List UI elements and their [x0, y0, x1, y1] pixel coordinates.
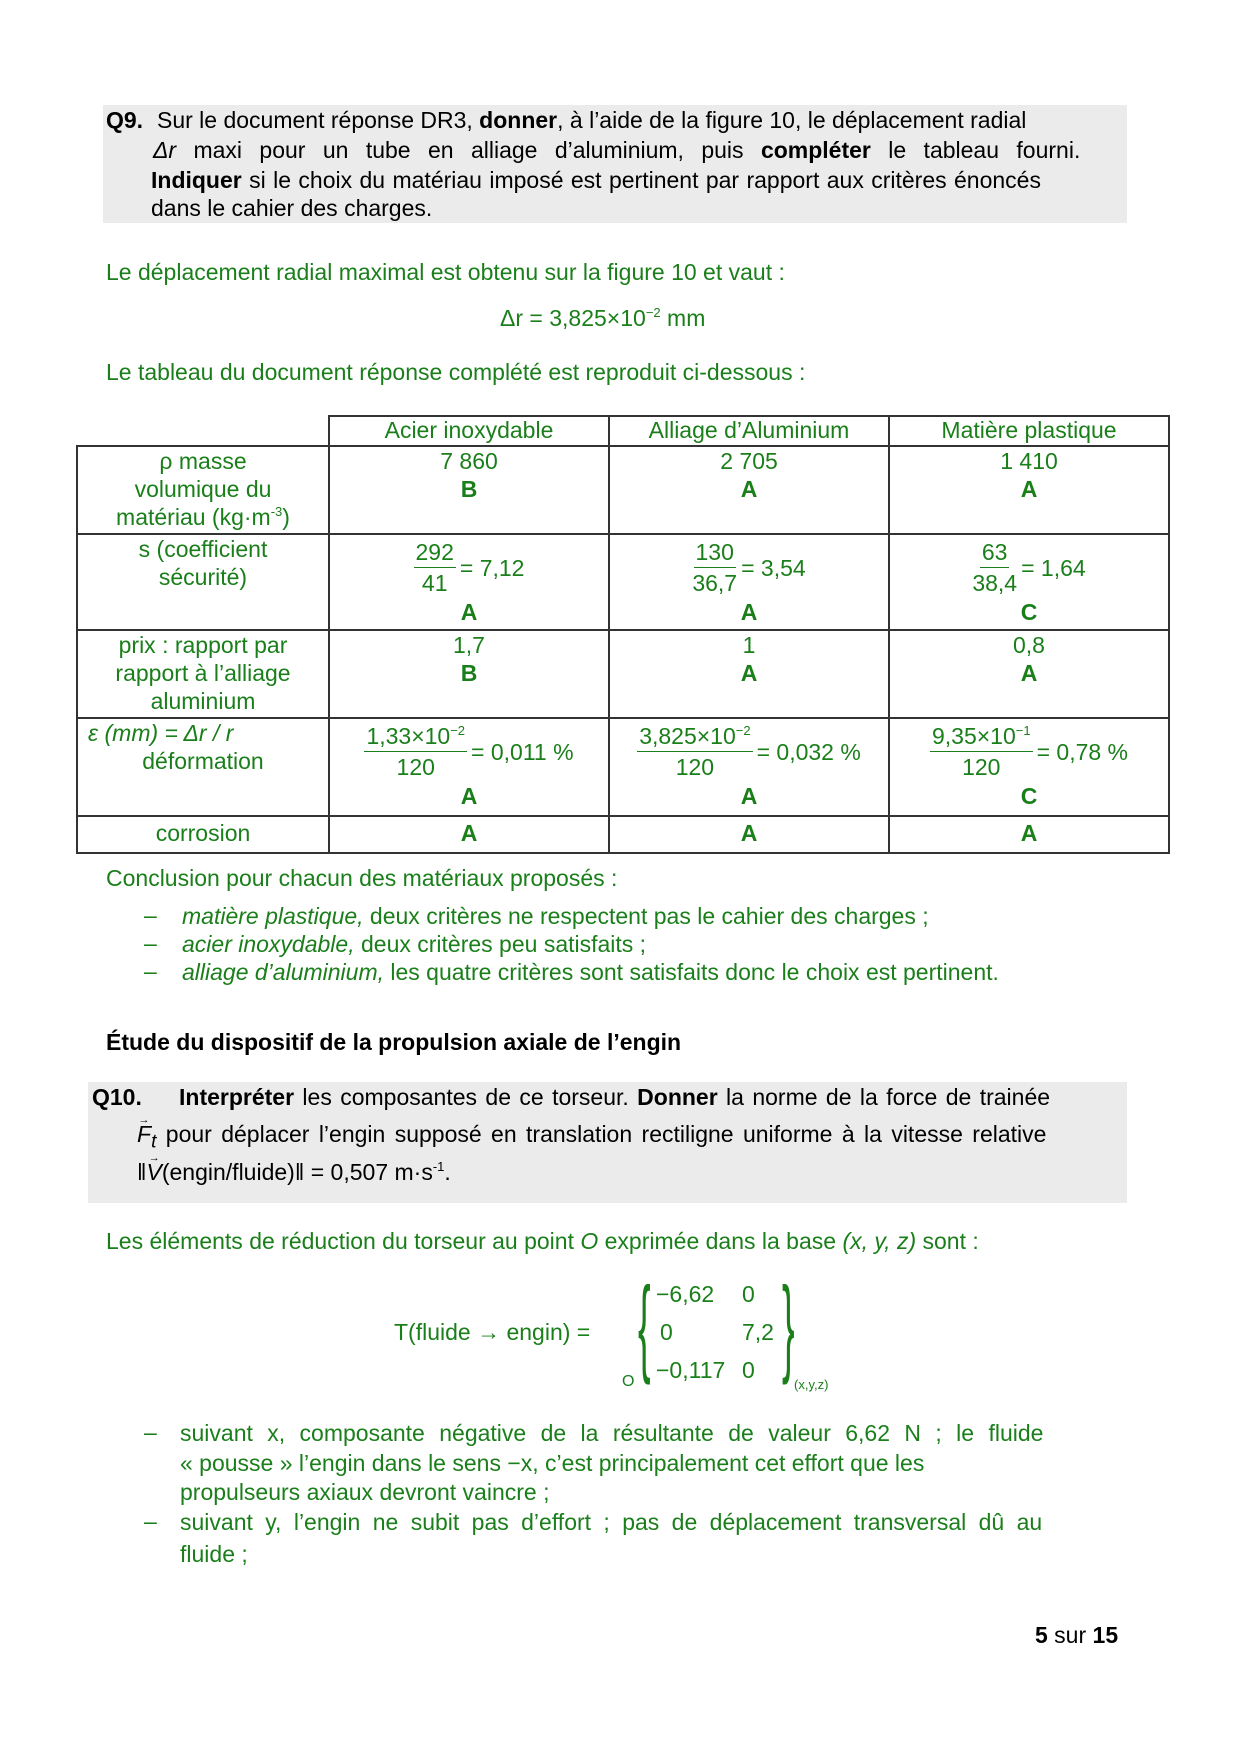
velocity-vector: → V	[147, 1158, 162, 1186]
density-plastic: 1 410 A	[890, 447, 1168, 503]
answer10-bullet-x-line-2: « pousse » l’engin dans le sens −x, c’est principalement cet effort que les	[180, 1450, 925, 1476]
torseur-formula: T(fluide → engin) = O { −6,62 0 0 7,2 −0,117 0 } (x,y,z)	[394, 1264, 829, 1392]
column-header-aluminium: Alliage d’Aluminium	[648, 417, 850, 443]
bullet-dash: –	[144, 902, 157, 928]
safety-plastic: $\frac{63}{38,4}$ = 1,64 C	[890, 537, 1168, 626]
conclusion-item-stainless: acier inoxydable, deux critères peu satisfaits ;	[182, 931, 647, 957]
q9-line-2: Δr maxi pour un tube en alliage d’aluminium, puis compléter le tableau fourni.	[153, 137, 1081, 163]
criteria-table	[76, 415, 1170, 853]
answer10-bullet-y-line-2: fluide ;	[180, 1541, 248, 1567]
grade-badge: B	[460, 476, 478, 502]
right-brace: }	[782, 1264, 795, 1385]
q9-label: Q9.	[106, 107, 144, 133]
grade-badge: A	[1020, 660, 1038, 686]
conclusion-item-plastic: matière plastique, deux critères ne respectent pas le cahier des charges ;	[182, 903, 929, 929]
delta-r-formula: $\Delta r = 3,825\times 10^{-2}$ mm	[500, 305, 706, 331]
corrosion-aluminium: A	[740, 820, 758, 846]
q10-line-2: → $F_t$ pour déplacer l’engin supposé en translation rectiligne uniforme à la vitesse relative	[137, 1120, 1046, 1157]
answer10-bullet-x-line-1: suivant x, composante négative de la résultante de valeur 6,62 N ; le fluide	[180, 1420, 1044, 1446]
row-label-price: prix : rapport par rapport à l’alliage aluminium	[115, 632, 291, 714]
conclusion-intro: Conclusion pour chacun des matériaux proposés :	[106, 865, 618, 891]
corrosion-stainless: A	[460, 820, 478, 846]
grade-badge: A	[460, 599, 478, 625]
force-vector: → F	[137, 1120, 151, 1148]
column-header-plastic: Matière plastique	[941, 417, 1117, 443]
grade-badge: C	[1020, 783, 1038, 809]
conclusion-item-aluminium: alliage d’aluminium, les quatre critères sont satisfaits donc le choix est pertinent.	[182, 959, 999, 985]
row-label-deformation: ε (mm) = Δr / r déformation	[88, 720, 264, 774]
deformation-aluminium: $\frac{3,825\times 10^{-2}}{120}$ = 0,032 % A	[610, 721, 888, 810]
section-title: Étude du dispositif de la propulsion axiale de l’engin	[106, 1029, 682, 1055]
grade-badge: C	[1020, 599, 1038, 625]
q10-label: Q10.	[92, 1084, 142, 1110]
answer10-bullet-x-line-3: propulseurs axiaux devront vaincre ;	[180, 1479, 550, 1505]
q9-line-1: Sur le document réponse DR3, donner, à l’aide de la figure 10, le déplacement radial	[157, 107, 1027, 133]
grade-badge: A	[740, 599, 758, 625]
q9-line-3: Indiquer si le choix du matériau imposé est pertinent par rapport aux critères énoncés	[151, 167, 1041, 193]
bullet-dash: –	[144, 1508, 157, 1534]
row-label-safety: s (coefficient sécurité)	[138, 536, 268, 590]
bullet-dash: –	[144, 958, 157, 984]
grade-badge: B	[460, 660, 478, 686]
deformation-stainless: $\frac{1,33\times 10^{-2}}{120}$ = 0,011 % A	[330, 721, 608, 810]
grade-badge: A	[740, 476, 758, 502]
price-aluminium: 1 A	[610, 631, 888, 687]
grade-badge: A	[460, 783, 478, 809]
left-brace: {	[638, 1264, 651, 1385]
density-stainless: 7 860 B	[330, 447, 608, 503]
page-number: 5 sur 15	[1035, 1622, 1119, 1648]
table-intro: Le tableau du document réponse complété est reproduit ci-dessous :	[106, 359, 806, 385]
column-header-stainless: Acier inoxydable	[384, 417, 554, 443]
safety-aluminium: $\frac{130}{36,7}$ = 3,54 A	[610, 537, 888, 626]
answer9-intro: Le déplacement radial maximal est obtenu sur la figure 10 et vaut :	[106, 259, 785, 285]
q10-line-3: ‖→ V(engin/fluide)‖ = 0,507 $m\cdot s^{-1}$.	[137, 1158, 451, 1186]
grade-badge: A	[740, 783, 758, 809]
bullet-dash: –	[144, 1419, 157, 1445]
price-stainless: 1,7 B	[330, 631, 608, 687]
corrosion-plastic: A	[1020, 820, 1038, 846]
bullet-dash: –	[144, 930, 157, 956]
safety-stainless: $\frac{292}{41}$ = 7,12 A	[330, 537, 608, 626]
density-aluminium: 2 705 A	[610, 447, 888, 503]
deformation-plastic: $\frac{9,35\times 10^{-1}}{120}$ = 0,78 % C	[890, 721, 1168, 810]
price-plastic: 0,8 A	[890, 631, 1168, 687]
grade-badge: A	[1020, 476, 1038, 502]
answer10-bullet-y-line-1: suivant y, l’engin ne subit pas d’effort ; pas de déplacement transversal dû au	[180, 1509, 1043, 1535]
grade-badge: A	[740, 660, 758, 686]
q10-line-1: Interpréter les composantes de ce torseur. Donner la norme de la force de trainée	[179, 1084, 1051, 1110]
answer10-intro: Les éléments de réduction du torseur au point O exprimée dans la base (x, y, z) sont :	[106, 1228, 979, 1254]
q9-line-4: dans le cahier des charges.	[151, 195, 433, 221]
row-label-density: ρ masse volumique du matériau $(kg\cdot m^{-3})$	[116, 448, 290, 530]
row-label-corrosion: corrosion	[155, 820, 251, 846]
